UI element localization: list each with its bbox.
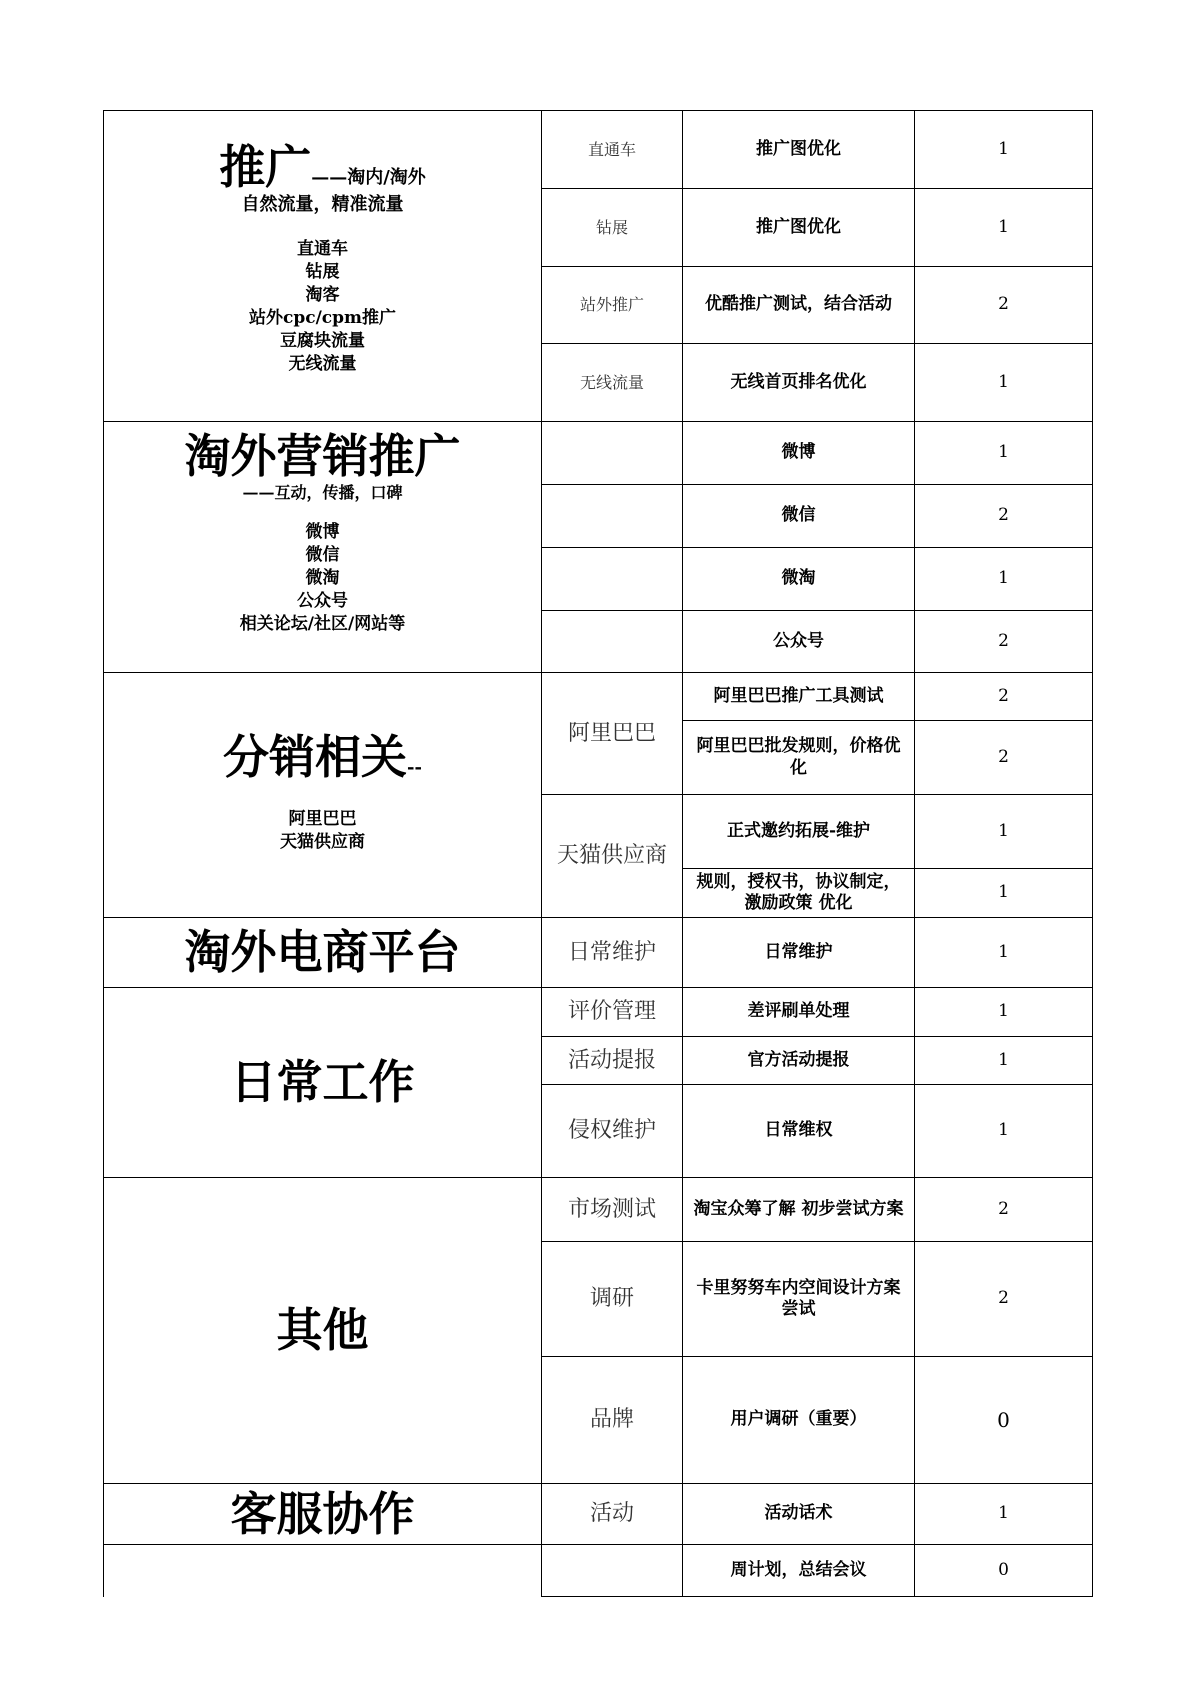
task-table xyxy=(103,110,1093,1597)
category-item: 钻展 xyxy=(305,262,340,283)
task-cell: 活动话术 xyxy=(683,1484,915,1545)
category-title: 其他 xyxy=(276,1303,369,1358)
category-cell-customer-service xyxy=(104,1484,542,1545)
category-item: 站外cpc/cpm推广 xyxy=(248,308,397,329)
priority-cell: 1 xyxy=(915,548,1093,611)
category-title: 分销相关 xyxy=(223,730,408,784)
table-row xyxy=(104,111,1093,189)
channel-cell xyxy=(542,611,683,673)
category-item: 公众号 xyxy=(297,590,348,611)
category-cell-empty xyxy=(104,1545,542,1597)
priority-cell: 1 xyxy=(915,1484,1093,1545)
category-items xyxy=(110,238,535,376)
category-title: 推广 xyxy=(219,140,312,194)
channel-cell: 天猫供应商 xyxy=(542,795,683,918)
channel-cell: 站外推广 xyxy=(542,267,683,344)
task-cell: 推广图优化 xyxy=(683,189,915,267)
channel-cell: 调研 xyxy=(542,1242,683,1357)
category-cell-external-platforms xyxy=(104,918,542,988)
category-cell-promotion xyxy=(104,111,542,422)
channel-cell: 直通车 xyxy=(542,111,683,189)
table-row xyxy=(104,673,1093,721)
task-cell: 微淘 xyxy=(683,548,915,611)
priority-cell: 2 xyxy=(915,673,1093,721)
category-items xyxy=(110,808,535,854)
category-suffix: ——淘内/淘外 xyxy=(311,167,426,188)
priority-cell: 1 xyxy=(915,111,1093,189)
priority-cell: 1 xyxy=(915,1085,1093,1178)
channel-cell: 钻展 xyxy=(542,189,683,267)
table-row xyxy=(104,422,1093,485)
channel-cell: 品牌 xyxy=(542,1357,683,1484)
category-subtitle: ——互动，传播，口碑 xyxy=(242,482,403,502)
category-item: 豆腐块流量 xyxy=(280,331,365,352)
task-cell: 日常维护 xyxy=(683,918,915,988)
task-cell: 用户调研（重要） xyxy=(683,1357,915,1484)
category-item: 微淘 xyxy=(305,567,340,588)
category-item: 无线流量 xyxy=(288,354,357,375)
priority-cell: 1 xyxy=(915,344,1093,422)
priority-cell: 1 xyxy=(915,422,1093,485)
priority-cell: 2 xyxy=(915,1178,1093,1242)
task-cell: 日常维权 xyxy=(683,1085,915,1178)
task-cell: 差评刷单处理 xyxy=(683,988,915,1037)
channel-cell: 日常维护 xyxy=(542,918,683,988)
channel-cell xyxy=(542,422,683,485)
priority-cell: 2 xyxy=(915,721,1093,795)
priority-cell: 2 xyxy=(915,267,1093,344)
table-row xyxy=(104,1178,1093,1242)
priority-cell: 1 xyxy=(915,1037,1093,1085)
category-cell-distribution xyxy=(104,673,542,918)
task-cell: 推广图优化 xyxy=(683,111,915,189)
task-cell: 微信 xyxy=(683,485,915,548)
priority-cell: 1 xyxy=(915,988,1093,1037)
table-row xyxy=(104,918,1093,988)
channel-cell xyxy=(542,548,683,611)
channel-cell: 活动提报 xyxy=(542,1037,683,1085)
task-cell: 阿里巴巴批发规则，价格优化 xyxy=(683,721,915,795)
priority-cell: 1 xyxy=(915,189,1093,267)
table-row xyxy=(104,1545,1093,1597)
category-title: 日常工作 xyxy=(230,1055,415,1110)
category-item: 淘客 xyxy=(305,285,340,306)
category-cell-daily-work xyxy=(104,988,542,1178)
category-item: 阿里巴巴 xyxy=(288,808,357,829)
channel-cell xyxy=(542,1545,683,1597)
category-items xyxy=(110,521,535,636)
channel-cell: 市场测试 xyxy=(542,1178,683,1242)
task-cell: 无线首页排名优化 xyxy=(683,344,915,422)
category-subtitle: 自然流量，精准流量 xyxy=(241,193,404,215)
category-cell-other xyxy=(104,1178,542,1484)
category-item: 相关论坛/社区/网站等 xyxy=(239,613,406,634)
category-title: 淘外电商平台 xyxy=(184,925,461,980)
category-item: 微信 xyxy=(305,544,340,565)
priority-cell: 1 xyxy=(915,918,1093,988)
task-cell: 淘宝众筹了解 初步尝试方案 xyxy=(683,1178,915,1242)
priority-cell: 0 xyxy=(915,1545,1093,1597)
category-item: 微博 xyxy=(305,521,340,542)
task-cell: 微博 xyxy=(683,422,915,485)
category-suffix: -- xyxy=(407,757,422,778)
priority-cell: 1 xyxy=(915,795,1093,869)
category-title: 客服协作 xyxy=(230,1486,415,1541)
task-cell: 优酷推广测试，结合活动 xyxy=(683,267,915,344)
category-item: 天猫供应商 xyxy=(280,831,365,852)
task-cell: 规则，授权书，协议制定，激励政策 优化 xyxy=(683,869,915,918)
category-title: 淘外营销推广 xyxy=(184,429,461,483)
priority-cell: 2 xyxy=(915,1242,1093,1357)
channel-cell: 评价管理 xyxy=(542,988,683,1037)
task-cell: 官方活动提报 xyxy=(683,1037,915,1085)
channel-cell: 侵权维护 xyxy=(542,1085,683,1178)
priority-cell: 0 xyxy=(915,1357,1093,1484)
channel-cell: 无线流量 xyxy=(542,344,683,422)
priority-cell: 2 xyxy=(915,485,1093,548)
channel-cell: 阿里巴巴 xyxy=(542,673,683,795)
table-row xyxy=(104,1484,1093,1545)
category-item: 直通车 xyxy=(297,239,348,260)
channel-cell: 活动 xyxy=(542,1484,683,1545)
task-cell: 卡里努努车内空间设计方案尝试 xyxy=(683,1242,915,1357)
task-sheet xyxy=(103,110,1093,1597)
table-row xyxy=(104,988,1093,1037)
task-cell: 正式邀约拓展-维护 xyxy=(683,795,915,869)
task-cell: 公众号 xyxy=(683,611,915,673)
priority-cell: 2 xyxy=(915,611,1093,673)
task-cell: 周计划，总结会议 xyxy=(683,1545,915,1597)
task-cell: 阿里巴巴推广工具测试 xyxy=(683,673,915,721)
category-cell-external-marketing xyxy=(104,422,542,673)
priority-cell: 1 xyxy=(915,869,1093,918)
channel-cell xyxy=(542,485,683,548)
